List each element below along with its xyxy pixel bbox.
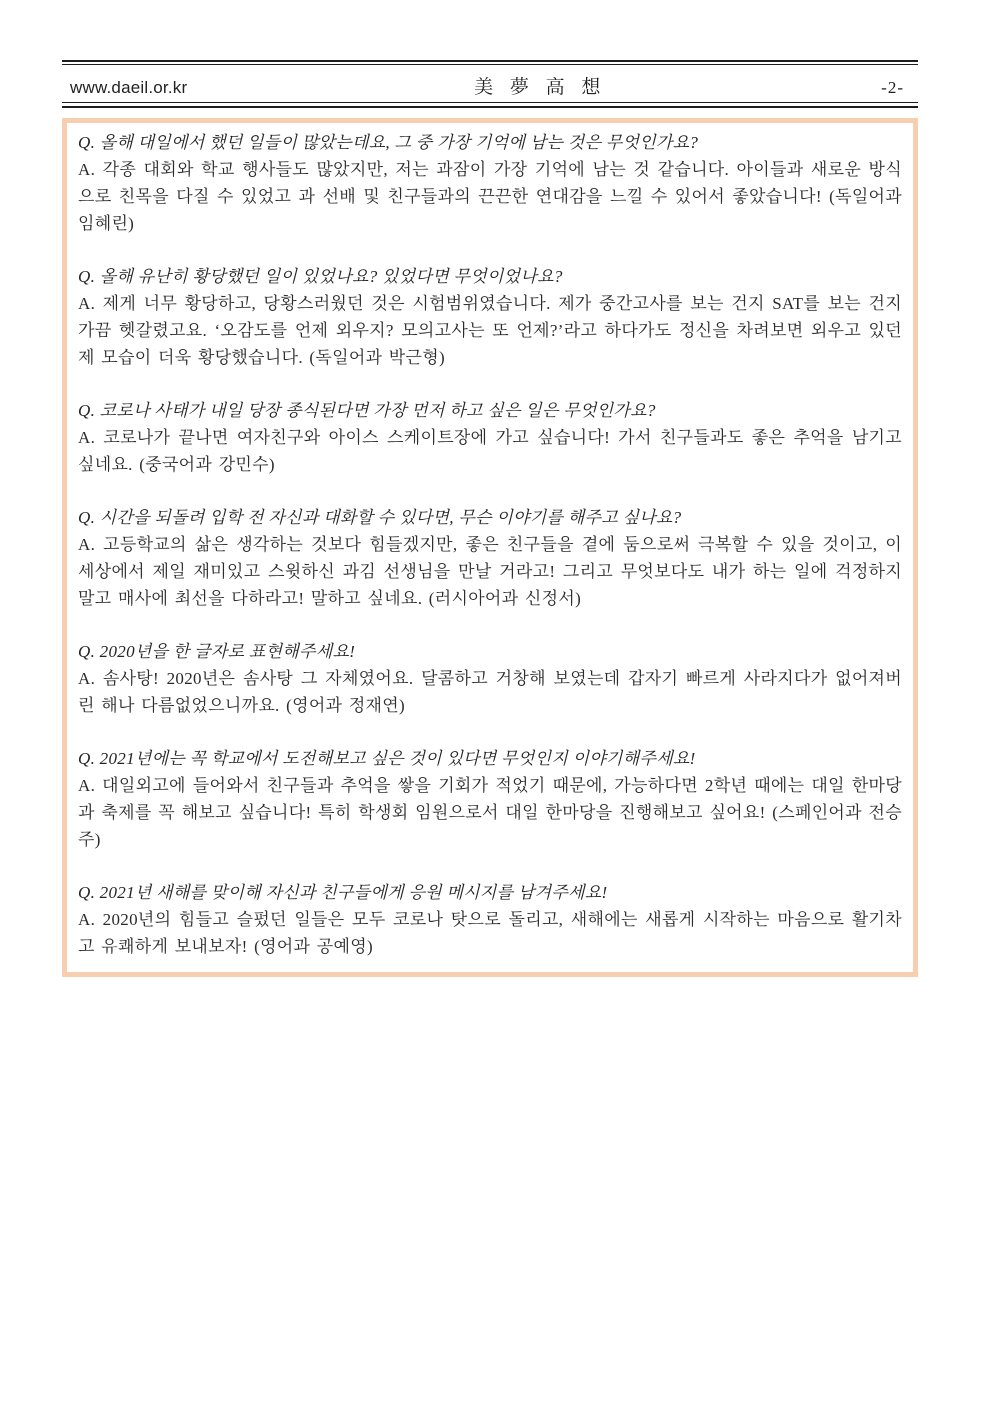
- qa-item: [78, 745, 902, 853]
- qa-item: [78, 397, 902, 478]
- answer-text: A. 고등학교의 삶은 생각하는 것보다 힘들겠지만, 좋은 친구들을 곁에 둠으로써 극복할 수 있을 것이고, 이 세상에서 제일 재미있고 스윗하신 과김 선생님을 만날 거라고! 그리고 무엇보다도 내가 하는 일에 걱정하지 말고 매사에 최선을 다하라고! 말하고 싶네요. (러시아어과 신정서): [78, 535, 902, 608]
- qa-box: [62, 118, 918, 977]
- answer-text: A. 솜사탕! 2020년은 솜사탕 그 자체였어요. 달콤하고 거창해 보였는데 갑자기 빠르게 사라지다가 없어져버린 해나 다름없었으니까요. (영어과 정재연): [78, 669, 902, 715]
- answer-text: A. 각종 대회와 학교 행사들도 많았지만, 저는 과잠이 가장 기억에 남는 것 같습니다. 아이들과 새로운 방식으로 친목을 다질 수 있었고 과 선배 및 친구들과의 끈끈한 연대감을 느낄 수 있어서 좋았습니다! (독일어과 임혜린): [78, 160, 902, 233]
- question-text: Q. 2021년 새해를 맞이해 자신과 친구들에게 응원 메시지를 남겨주세요!: [78, 883, 608, 902]
- question-text: Q. 올해 대일에서 했던 일들이 많았는데요, 그 중 가장 기억에 남는 것은 무엇인가요?: [78, 133, 699, 152]
- question-text: Q. 2020년을 한 글자로 표현해주세요!: [78, 642, 356, 661]
- page-number: -2-: [881, 78, 904, 97]
- answer-text: A. 코로나가 끝나면 여자친구와 아이스 스케이트장에 가고 싶습니다! 가서 친구들과도 좋은 추억을 남기고 싶네요. (중국어과 강민수): [78, 428, 902, 474]
- question-text: Q. 2021년에는 꼭 학교에서 도전해보고 싶은 것이 있다면 무엇인지 이야기해주세요!: [78, 749, 696, 768]
- header-bottom-rule-outer: [62, 106, 918, 108]
- question-text: Q. 올해 유난히 황당했던 일이 있었나요? 있었다면 무엇이었나요?: [78, 267, 563, 286]
- qa-item: [78, 504, 902, 612]
- qa-item: [78, 638, 902, 719]
- answer-text: A. 제게 너무 황당하고, 당황스러웠던 것은 시험범위였습니다. 제가 중간고사를 보는 건지 SAT를 보는 건지 가끔 헷갈렸고요. ‘오감도를 언제 외우지? 모의고사는 또 언제?’라고 하다가도 정신을 차려보면 외우고 있던 제 모습이 더욱 황당했습니다. (독일어과 박근형): [78, 294, 902, 367]
- qa-item: [78, 129, 902, 237]
- header-row: [62, 65, 918, 102]
- qa-item: [78, 263, 902, 371]
- question-text: Q. 코로나 사태가 내일 당장 종식된다면 가장 먼저 하고 싶은 일은 무엇인가요?: [78, 401, 656, 420]
- answer-text: A. 대일외고에 들어와서 친구들과 추억을 쌓을 기회가 적었기 때문에, 가능하다면 2학년 때에는 대일 한마당과 축제를 꼭 해보고 싶습니다! 특히 학생회 임원으로서 대일 한마당을 진행해보고 싶어요! (스페인어과 전승주): [78, 776, 902, 849]
- site-url-text: www.daeil.or.kr: [70, 78, 188, 97]
- question-text: Q. 시간을 되돌려 입학 전 자신과 대화할 수 있다면, 무슨 이야기를 해주고 싶나요?: [78, 508, 682, 527]
- qa-item: [78, 879, 902, 960]
- page-header: [62, 0, 918, 108]
- masthead-title: 美 夢 高 想: [474, 77, 607, 98]
- answer-text: A. 2020년의 힘들고 슬펐던 일들은 모두 코로나 탓으로 돌리고, 새해에는 새롭게 시작하는 마음으로 활기차고 유쾌하게 보내보자! (영어과 공예영): [78, 910, 902, 956]
